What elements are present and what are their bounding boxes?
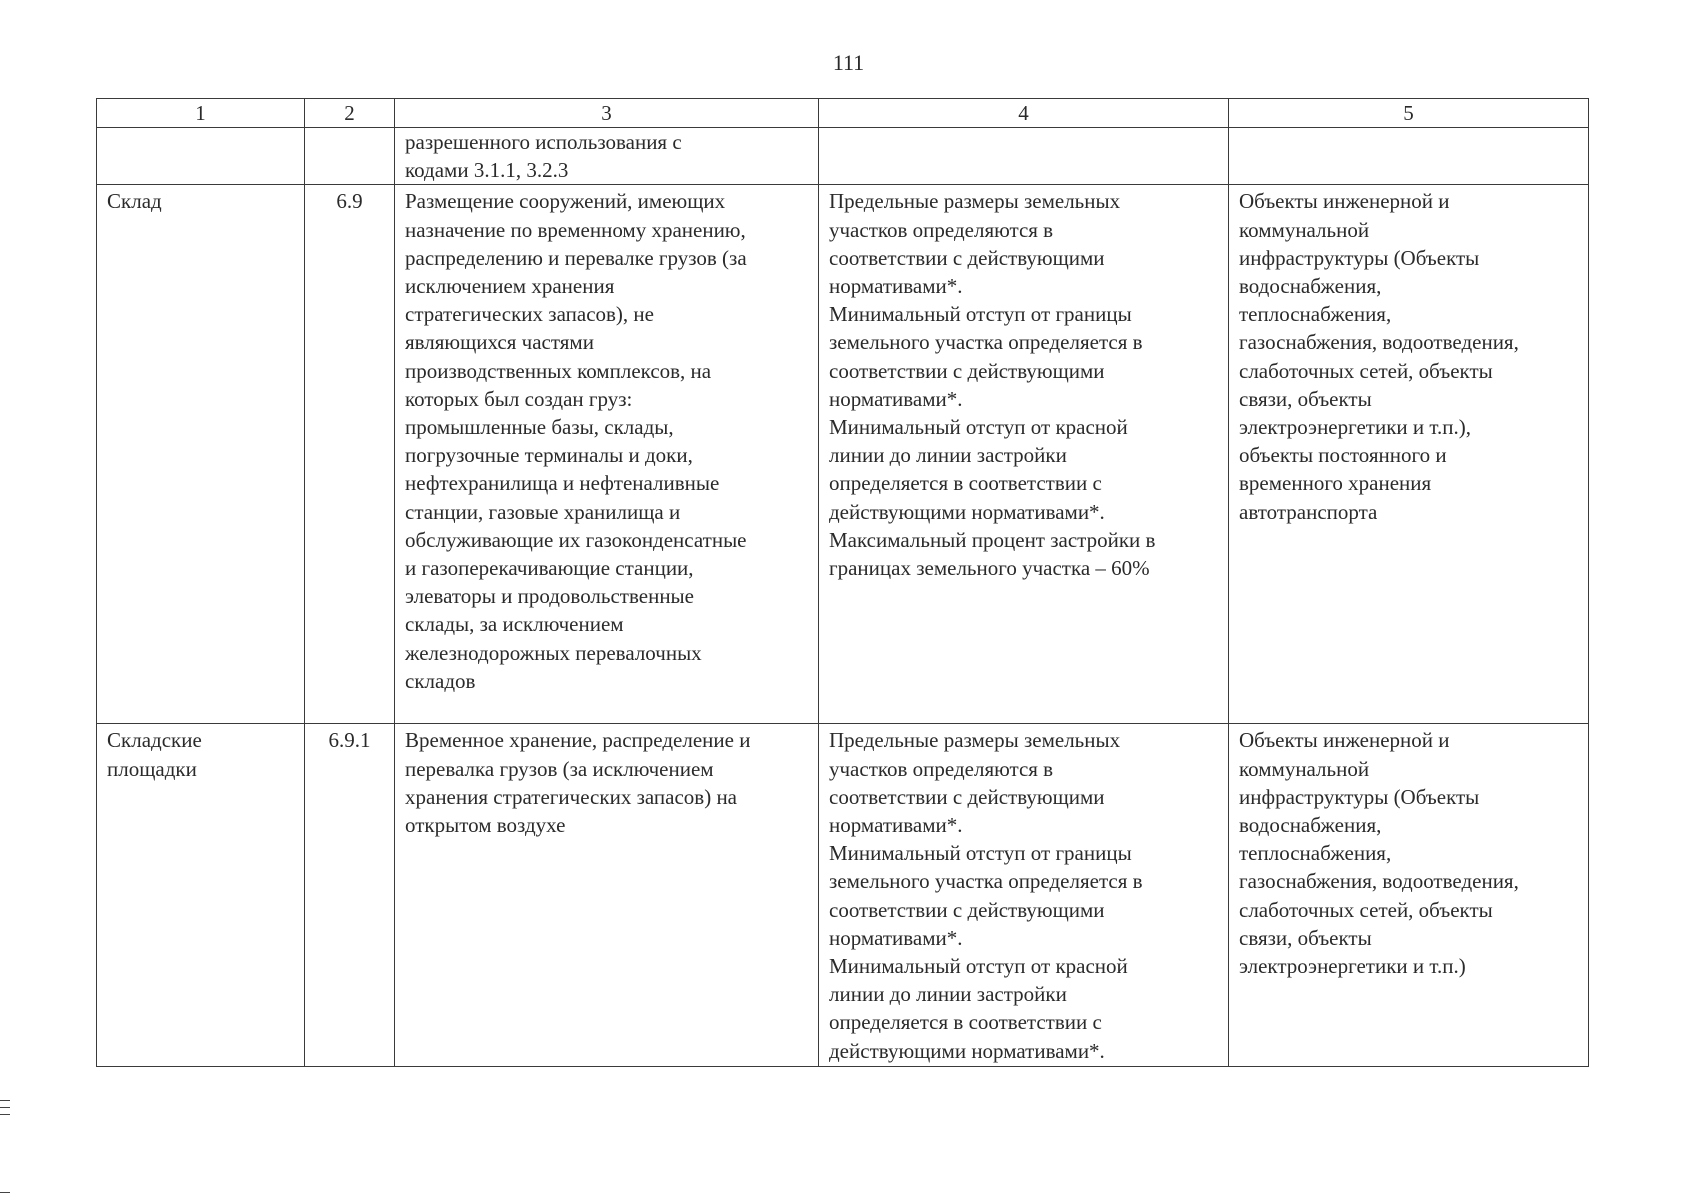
- empty-cell: [1229, 128, 1589, 185]
- use-type-code: 6.9.1: [305, 724, 395, 1067]
- use-type-name: Склад: [97, 185, 305, 724]
- column-number: 4: [819, 99, 1229, 128]
- table-row: [97, 185, 1589, 724]
- use-type-description: Временное хранение, распределение и перевалка грузов (за исключением хранения стратегических запасов) на открытом воздухе: [395, 724, 819, 1067]
- table-row: [97, 724, 1589, 1067]
- land-use-table: [96, 98, 1589, 1067]
- column-number: 1: [97, 99, 305, 128]
- building-parameters: Предельные размеры земельных участков определяются в соответствии с действующими нормативами*. Минимальный отступ от границы земельного участка определяется в соответствии с действующими нормативами*. Минимальный отступ от красной линии до линии застройки определяется в соответствии с действующими нормативами*.: [819, 724, 1229, 1067]
- empty-cell: [97, 128, 305, 185]
- building-parameters: Предельные размеры земельных участков определяются в соответствии с действующими нормативами*. Минимальный отступ от границы земельного участка определяется в соответствии с действующими нормативами*. Минимальный отступ от красной линии до линии застройки определяется в соответствии с действующими нормативами*. Максимальный процент застройки в границах земельного участка – 60%: [819, 185, 1229, 724]
- use-type-code: 6.9: [305, 185, 395, 724]
- binding-mark: [0, 1114, 10, 1115]
- binding-mark: [0, 1107, 10, 1108]
- column-number: 5: [1229, 99, 1589, 128]
- column-number-row: [97, 99, 1589, 128]
- empty-cell: [305, 128, 395, 185]
- continued-description: разрешенного использования с кодами 3.1.1, 3.2.3: [395, 128, 819, 185]
- column-number: 3: [395, 99, 819, 128]
- binding-mark: [0, 1100, 10, 1101]
- empty-cell: [819, 128, 1229, 185]
- auxiliary-uses: Объекты инженерной и коммунальной инфраструктуры (Объекты водоснабжения, теплоснабжения, газоснабжения, водоотведения, слаботочных сетей, объекты связи, объекты электроэнергетики и т.п.): [1229, 724, 1589, 1067]
- use-type-name: Складские площадки: [97, 724, 305, 1067]
- continuation-row: [97, 128, 1589, 185]
- auxiliary-uses: Объекты инженерной и коммунальной инфраструктуры (Объекты водоснабжения, теплоснабжения, газоснабжения, водоотведения, слаботочных сетей, объекты связи, объекты электроэнергетики и т.п.), объекты постоянного и временного хранения автотранспорта: [1229, 185, 1589, 724]
- column-number: 2: [305, 99, 395, 128]
- use-type-description: Размещение сооружений, имеющих назначение по временному хранению, распределению и перевалке грузов (за исключением хранения стратегических запасов), не являющихся частями производственных комплексов, на которых был создан груз: промышленные базы, склады, погрузочные терминалы и доки, нефтехранилища и нефтеналивные станции, газовые хранилища и обслуживающие их газоконденсатные и газоперекачивающие станции, элеваторы и продовольственные склады, за исключением железнодорожных перевалочных складов: [395, 185, 819, 724]
- page-number: 111: [832, 50, 865, 75]
- binding-mark: [0, 1192, 10, 1193]
